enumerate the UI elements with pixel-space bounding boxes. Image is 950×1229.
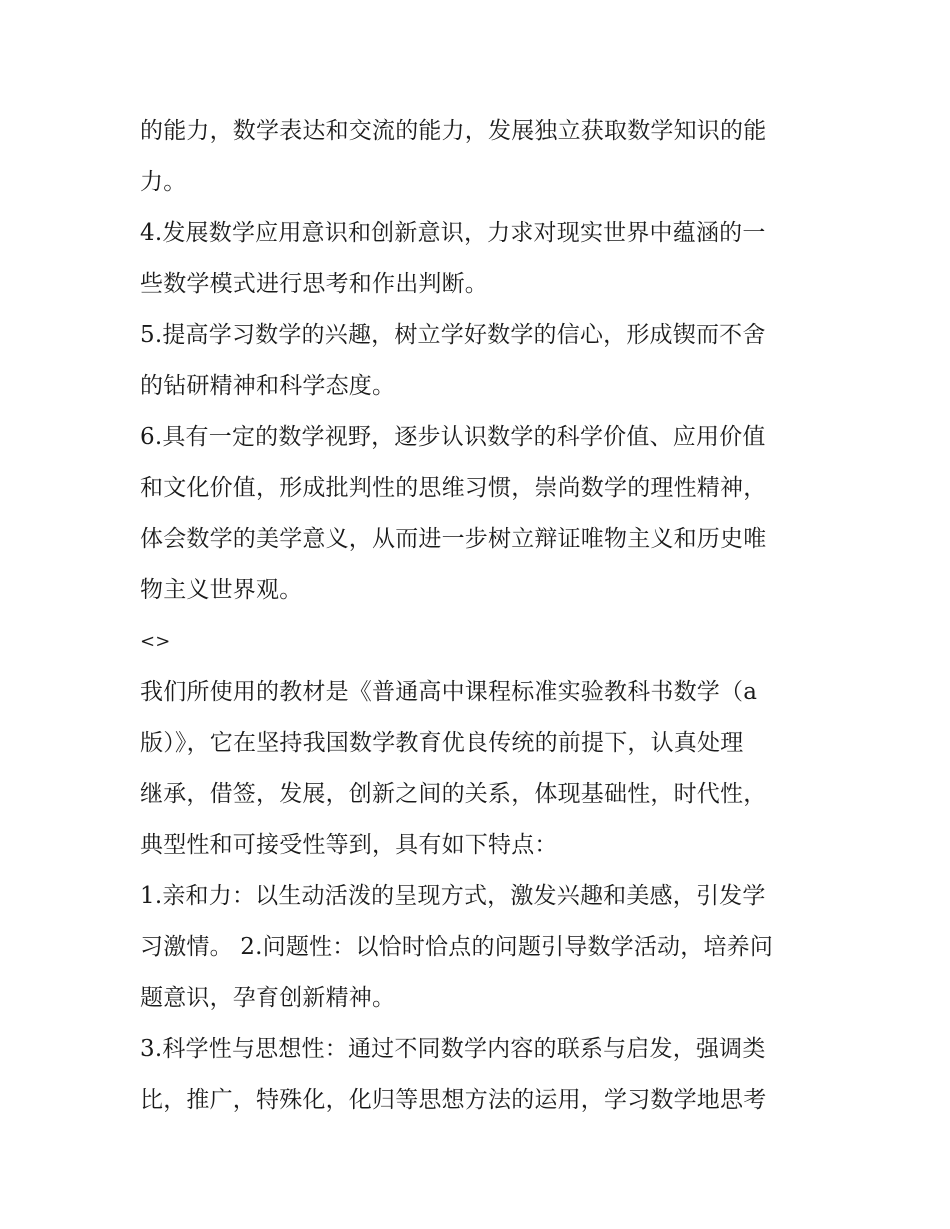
text-line: 我们所使用的教材是《普通高中课程标准实验教科书数学（a (140, 679, 758, 705)
text-line: 体会数学的美学意义，从而进一步树立辩证唯物主义和历史唯 (140, 526, 767, 552)
text-line: 继承，借签，发展，创新之间的关系，体现基础性，时代性， (140, 781, 767, 807)
body-text (140, 106, 820, 1126)
text-line: 1.亲和力：以生动活泼的呈现方式，激发兴趣和美感，引发学 (140, 883, 766, 909)
text-line: 和文化价值，形成批判性的思维习惯，崇尚数学的理性精神， (140, 475, 767, 501)
text-line: 题意识，孕育创新精神。 (140, 985, 396, 1011)
text-line: 5.提高学习数学的兴趣，树立学好数学的信心，形成锲而不舍 (140, 322, 766, 348)
section-marker: <> (140, 631, 171, 652)
text-line: 版）》，它在坚持我国数学教育优良传统的前提下，认真处理 (140, 730, 744, 756)
text-line: 6.具有一定的数学视野，逐步认识数学的科学价值、应用价值 (140, 424, 766, 450)
text-line: 物主义世界观。 (140, 577, 303, 603)
text-line: 习激情。 2.问题性：以恰时恰点的问题引导数学活动，培养问 (140, 934, 774, 960)
text-line: 的能力，数学表达和交流的能力，发展独立获取数学知识的能 (140, 118, 767, 144)
text-line: 典型性和可接受性等到，具有如下特点： (140, 832, 558, 858)
text-line: 些数学模式进行思考和作出判断。 (140, 271, 488, 297)
text-line: 力。 (140, 169, 187, 195)
text-line: 4.发展数学应用意识和创新意识，力求对现实世界中蕴涵的一 (140, 220, 766, 246)
text-line: 的钻研精神和科学态度。 (140, 373, 396, 399)
text-line: 比，推广，特殊化，化归等思想方法的运用，学习数学地思考 (140, 1087, 767, 1113)
text-line: 3.科学性与思想性：通过不同数学内容的联系与启发，强调类 (140, 1036, 766, 1062)
